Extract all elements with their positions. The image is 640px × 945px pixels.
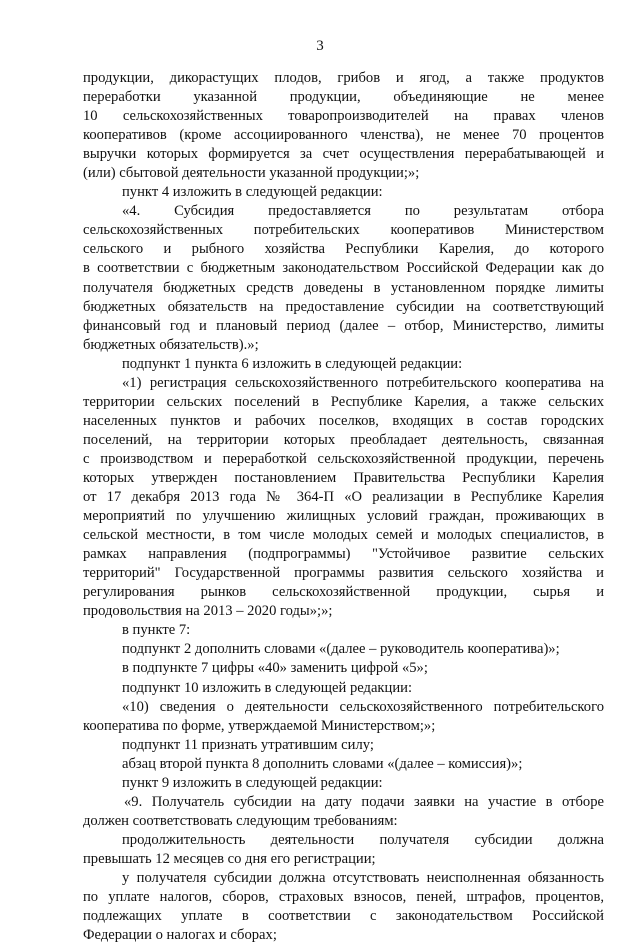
document-body	[83, 69, 604, 945]
text-line: получателя бюджетных средств доведены в установленном порядке лимиты	[83, 279, 604, 296]
text-line: кооперативов (кроме ассоциированного членства), не менее 70 процентов	[83, 127, 604, 144]
text-line: подпункт 2 дополнить словами «(далее – руководитель кооператива)»;	[122, 641, 560, 658]
text-line: поселений, на территории которых преобладает деятельность, связанная	[83, 431, 604, 448]
text-line: продовольствия на 2013 – 2020 годы»;»;	[83, 603, 333, 620]
text-line: пункт 9 изложить в следующей редакции:	[122, 774, 383, 791]
text-line: продолжительность деятельности получателя субсидии должна	[122, 831, 604, 848]
text-line: у получателя субсидии должна отсутствовать неисполненная обязанность	[122, 869, 604, 886]
text-line: территории сельских поселений в Республике Карелия, а также сельских	[83, 393, 604, 410]
text-line: территорий" Государственной программы развития сельского хозяйства и	[83, 565, 604, 582]
text-line: (или) сбытовой деятельности указанной продукции;»;	[83, 165, 420, 182]
text-line: «1) регистрация сельскохозяйственного потребительского кооператива на	[122, 374, 604, 391]
text-line: подлежащих уплате в соответствии с законодательством Российской	[83, 908, 604, 925]
text-line: от 17 декабря 2013 года № 364-П «О реализации в Республике Карелия	[83, 489, 604, 506]
text-line: сельского и рыбного хозяйства Республики Карелия, до которого	[83, 241, 604, 258]
text-line: абзац второй пункта 8 дополнить словами «(далее – комиссия)»;	[122, 755, 523, 772]
text-line: финансовый год и плановый период (далее – отбор, Министерство, лимиты	[83, 317, 604, 334]
text-line: выручки которых формируется за счет осуществления перерабатывающей и	[83, 146, 604, 163]
text-line: населенных пунктов и рабочих поселков, входящих в состав городских	[83, 412, 604, 429]
text-line: пункт 4 изложить в следующей редакции:	[122, 184, 383, 201]
text-line: мероприятий по улучшению жилищных условий граждан, проживающих в	[83, 508, 604, 525]
text-line: Федерации о налогах и сборах;	[83, 927, 277, 944]
text-line: 10 сельскохозяйственных товаропроизводителей на правах членов	[83, 108, 604, 125]
text-line: «10) сведения о деятельности сельскохозяйственного потребительского	[122, 698, 604, 715]
text-line: в подпункте 7 цифры «40» заменить цифрой «5»;	[122, 660, 428, 677]
text-line: подпункт 10 изложить в следующей редакции:	[122, 679, 413, 696]
text-line: продукции, дикорастущих плодов, грибов и ягод, а также продуктов	[83, 70, 604, 86]
text-line: бюджетных обязательств на предоставление субсидии на соответствующий	[83, 298, 604, 315]
text-line: регулирования рынков сельскохозяйственной продукции, сырья и	[83, 584, 604, 601]
text-line: с производством и переработкой сельскохозяйственной продукции, перечень	[83, 450, 604, 467]
text-line: переработки указанной продукции, объединяющие не менее	[83, 89, 604, 106]
text-line: в пункте 7:	[122, 622, 191, 639]
text-line: по уплате налогов, сборов, страховых взносов, пеней, штрафов, процентов,	[83, 889, 604, 906]
text-line: кооператива по форме, утверждаемой Министерством;»;	[83, 717, 436, 734]
text-line: в соответствии с бюджетным законодательством Российской Федерации как до	[83, 260, 604, 277]
text-line: бюджетных обязательств).»;	[83, 336, 259, 353]
text-line: превышать 12 месяцев со дня его регистрации;	[83, 850, 376, 867]
text-line: подпункт 1 пункта 6 изложить в следующей редакции:	[122, 355, 463, 372]
text-line: сельской местности, в том числе молодых семей и молодых специалистов, в	[83, 527, 604, 544]
text-line: «4. Субсидия предоставляется по результатам отбора	[122, 203, 604, 220]
text-line: «9. Получатель субсидии на дату подачи заявки на участие в отборе	[124, 793, 604, 810]
page-number: 3	[316, 38, 324, 54]
text-line: сельскохозяйственных потребительских кооперативов Министерством	[83, 222, 604, 239]
text-line: подпункт 11 признать утратившим силу;	[122, 736, 374, 753]
text-line: рамках направления (подпрограммы) "Устойчивое развитие сельских	[83, 546, 604, 563]
text-line: должен соответствовать следующим требованиям:	[83, 812, 398, 829]
text-line: которых утвержден постановлением Правительства Республики Карелия	[83, 469, 604, 486]
